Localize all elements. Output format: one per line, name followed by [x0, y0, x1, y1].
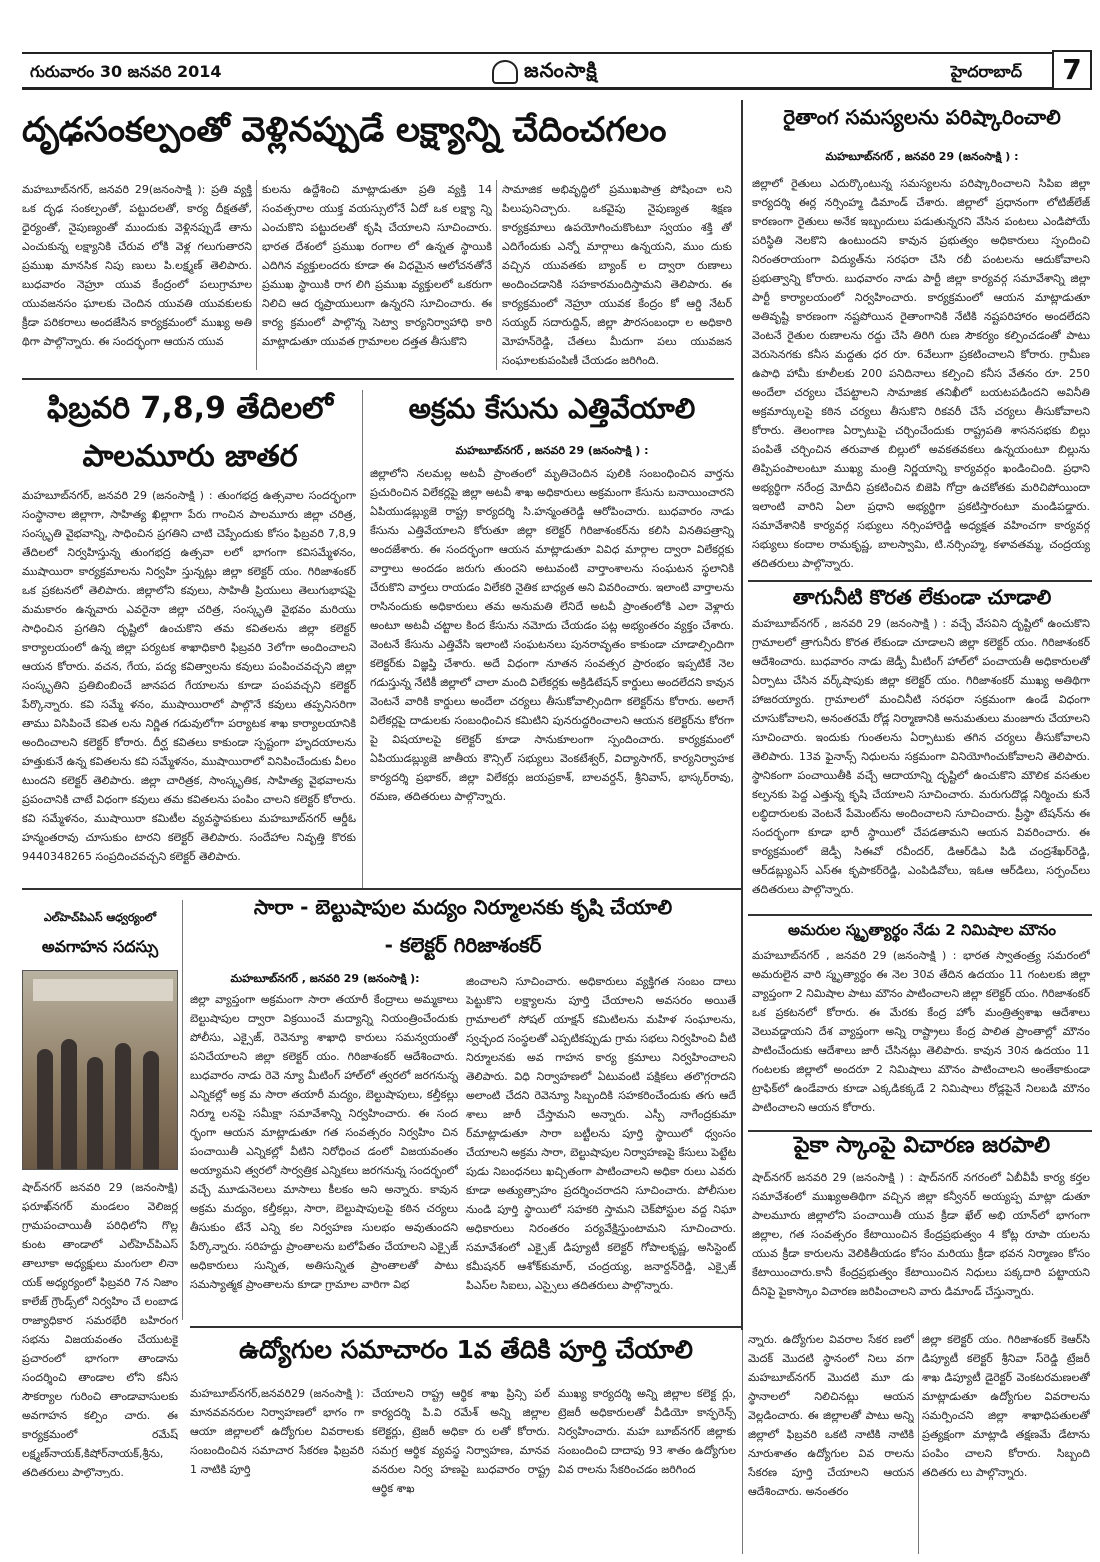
jatara-headline-line1: ఫిబ్రవరి 7,8,9 తేదిలలో [47, 391, 333, 426]
sara-article-col2: జించాలని సూచించారు. అధికారులు వ్యక్తిగత సంబం దాలు పెట్టుకొని లక్ష్యాలను పూర్తి చేయాలని అవసరం అయితే గ్రామాలలో సోషల్ యాక్షన్ కమిటిలను మహిళ సంఘాలను, స్వచ్ఛంద సంస్థలతో ఎప్పటికప్పుడు గ్రామ సభలు నిర్వహించి వీటి నిర్మూలనకు అవ గాహన కార్య క్రమాలు నిర్వహించాలని తెలిపారు. విధి నిర్వాహణలో ఏటువంటి పక్షికలు తలొగ్గరాదని అలాంటి చేదని రెవెన్యూ సిబ్బందికి సహకరించేందుకు తగు ఆదే శాలు జారీ చేస్తామని అన్నారు. ఎస్పీ నాగేంద్రకుమా ర్‌మాట్లాడుతూ సారా బట్టీలను పూర్తి స్థాయిలో ధ్వంసం చేయాలని అక్రమ సారా, బెల్టుషాపుల నిర్వాహణపై కేసులు పెట్టేట పుడు నిబంధనలు ఖచ్చితంగా పాటించాలని అధికా రులు ఎవరు కూడా అత్యుత్సాహం ప్రదర్శించరాదని సూచించారు. పోలీసుల నుండి పూర్తి స్థాయిలో సహకరి స్తామని చెక్‌పోస్టుల వద్ద నిఘా అధికారులు నిరంతరం పర్యవేక్షిస్తుంటామని సూచించారు. సమావేశంలో ఎక్సైజ్ డిప్యూటీ కలెక్టర్ గోపాలకృష్ణ, అసిస్టెంట్ కమీషనర్ ఆశోక్‌కుమార్, చంద్రయ్య, జనార్దన్‌రెడ్డి, ఎక్సైజ్ పిఎస్‌ల సిఐలు, ఎస్సైలు తదితరులు పాల్గొన్నారు. [466, 975, 736, 1292]
photo-figure [61, 1039, 77, 1169]
paika-headline: పైకా స్కాంపై విచారణ జరపాలి [793, 1133, 1051, 1158]
jatara-headline-line2: పాలమూరు జాతర [82, 439, 298, 474]
section-divider [748, 914, 1092, 916]
column-rule [918, 1330, 919, 1554]
photo-figure [87, 1057, 103, 1169]
avagahana-headline: అవగాహన సదస్సు [41, 937, 159, 956]
paika-article-body: షాద్‌నగర్ జనవరి 29 (జనంసాక్షి ) : షాద్‌నగర్ నగరంలో ఏబీవీపీ కార్య కర్తల సమావేశంలో ముఖ్యఅతిథిగా వచ్చిన జిల్లా కన్వీనర్ అయ్యప్ప మాట్లా డుతూ పాలమూరు జిల్లాలోని పంచాయితీ యువ క్రీడా ఖేల్ అభి యాన్‌లో భాగంగా జిల్లాల, గత సంవత్సరం కేటాయించిన కేంద్రప్రభుత్వం 4 కోట్ల రూపా యలను యువ క్రీడా కారులను వెలికితీయడం కోసం మరియు క్రీడా భవన నిర్మాణం కోసం కేటాయించారు.కానీ కేంద్రప్రభుత్వం కేటాయించిన నిధులు పక్కదారి పట్టాయని దీనిపై పైకాస్కాం విచారణ జరిపించాలని వారు డిమాండ్ చేస్తున్నారు. [752, 1171, 1090, 1298]
column-rule [362, 390, 363, 890]
event-photo [22, 970, 178, 1170]
akrama-article-body: జిల్లాలోని నలమల్ల అటవీ ప్రాంతంలో మృతిచెందిన పులికి సంబంధించిన వార్తను ప్రచురించిన విలేకర్లపై జిల్లా అటవీ శాఖ అధికారులు అక్రమంగా కేసును బనాయించారని ఏపియుడబ్ల్యుజె రాష్ట్ర కార్యదర్శి సి.హన్మంతరెడ్డి ఆరోపించారు. బుధవారం నాడు కేసును ఎత్తివేయాలని కోరుతూ జిల్లా కలెక్టర్ గిరిజాశంకర్‌ను కలిసి వినతిపత్రాన్ని అందజేశారు. ఈ సందర్భంగా ఆయన మాట్లాడుతూ వివిధ మార్గాల ద్వారా విలేకర్లకు వార్తాలు అందడం జరుగు తుందని అటువంటి వార్తాంశాలను సంఘటన స్థలానికి చేరుకొని వార్తలు రాయడం విలేకరి నైతిక బాధ్యత అని వివరించారు. ఇలాంటి వార్తాలను రాసినందుకు అధికారులు తమ అనుమతి లేనిదే అటవీ ప్రాంతంలోకి ఎలా వెళ్లారు అంటూ అటవీ చట్టాల కింద కేసును నమోదు చేయడం పట్ల అభ్యంతరం వ్యక్తం చేశారు. వెంటనే కేసును ఎత్తివేసి ఇలాంటి సంఘటనలు పునరావృతం కాకుండా చూడాల్సిందిగా కలెక్టర్‌కు విజ్ఞప్తి చేశారు. అదే విధంగా నూతన సంవత్సర ప్రారంభం ఇప్పటికే నెల గడుస్తున్న నేటికీ జిల్లాలో చాలా మంది విలేకర్లకు అక్రిడిటేషన్ కార్డులు అందలేదని కావున వెంటనే వారికి కార్డులు అందేలా చర్యలు తీసుకోవాల్సిందిగా కలెక్టర్‌ను కోరారు. అలాగే విలేకర్లపై దాడులకు సంబంధించిన కమిటిని పునరుద్దరించాలని ఆయన కలెక్టర్‌ను కోరగా పై విషయాలపై కలెక్టర్ కూడా సానుకూలంగా స్పందించారు. కార్యక్రమంలో ఏపియుడబ్ల్యుజె జాతీయ కౌన్సిల్ సభ్యులు వెంకటేశ్వర్, విద్యాసాగర్, కార్యనిర్వాహక కార్యదర్శి ప్రభాకర్, జిల్లా విలేకర్లు జయప్రకాశ్, బాలవర్దన్, శ్రీనివాస్, భాస్కర్‌రావు, రమణ, తదితరులు పాల్గొన్నారు. [370, 467, 734, 803]
photo-figure [143, 1051, 159, 1169]
column-divider [741, 100, 743, 1330]
sara-headline-line1: సారా - బెల్టుషాపుల మద్యం నిర్మూలనకు కృషి చేయాలి [253, 895, 673, 919]
section-divider [22, 378, 734, 380]
main-article-col2: కులను ఉద్దేశించి మాట్లాడుతూ ప్రతి వ్యక్తి 14 సంవత్సరాల యుక్త వయస్సులోనే ఏదో ఒక లక్ష్యా న్ని ఎంచుకొని పట్టుదలతో కృషి చేయాలని సూచించారు. భారత దేశంలో ప్రముఖ రంగాల లో ఉన్నత స్థాయికి ఎదిగిన వ్యక్తులందరు కూడా ఈ విధమైన ఆలోచనతోనే ప్రముఖ స్థాయికి రాగ లిగి ప్రముఖ వ్యక్తులలో ఒకరుగా నిలిచి ఆద ర్శప్రాయులుగా ఉన్నరని సూచించారు. ఈ కార్య క్రమంలో పాల్గొన్న సెట్వా కార్యనిర్వాహాధి కారి మాట్లాడుతూ యువత గ్రామాలల దత్తత తీసుకొని [262, 183, 492, 348]
taguneeti-headline: తాగునీటి కొరత లేకుండా చూడాలి [792, 585, 1052, 609]
amarula-headline: అమరుల స్మృత్యార్థం నేడు 2 నిమిషాల మౌనం [787, 921, 1057, 939]
udyogula-article-col5: జిల్లా కలెక్టర్ యం. గిరిజాశంకర్ కెఆర్‌సి డిప్యూటీ కలెక్టర్ శ్రీనివా స్‌రెడ్డి ట్రేజరీ శాఖ డిప్యూటీ డైరెక్టర్ వెంకటరమణలతో మాట్లాడుతూ ఉద్యోగుల వివరాలను సమర్పించని జిల్లా శాఖాధిపతులతో ప్రత్యక్షంగా మాట్లాడి తక్షణమే డేటాను పంపిం చాలని కోరారు. సిబ్బంది తదితరు లు పాల్గొన్నారు. [922, 1333, 1090, 1479]
edition-city: హైదరాబాద్ [950, 62, 1022, 81]
taguneeti-article-body: మహబూబ్‌నగర్ , జనవరి 29 (జనంసాక్షి ) : వచ్చే వేసవిని దృష్టిలో ఉంచుకొని గ్రామాలలో త్రాగునీరు కొరత లేకుండా చూడాలని జిల్లా కలెక్టర్ యం. గిరిజాశంకర్ ఆదేశించారు. బుధవారం నాడు జెడ్పీ మీటింగ్ హాల్‌లో పంచాయతీ అధికారులతో ఏర్పాటు చేసిన వర్క్‌షాపుకు జిల్లా కలెక్టర్ యం. గిరిజాశంకర్ ముఖ్య అతిథిగా హాజరయ్యారు. గ్రామాలలో మంచినీటి సరఫరా సక్రమంగా ఉండే విధంగా చూసుకోవాలని, అనంతరమే రోడ్ల నిర్మాణానికి అనుమతులు మంజూరు చేయాలని సూచించారు. ఇందుకు గుంతలను ఏర్పాటుకు తగిన చర్యలు తీసుకోవాలని తెలిపారు. 13వ ఫైనాన్స్ నిధులను సక్రమంగా వినియోగించుకోవాలని తెలిపారు. స్థానికంగా పంచాయితీకి వచ్చే ఆదాయాన్ని దృష్టిలో ఉంచుకొని మౌలిక వసతుల కల్పనకు పెద్ద ఎత్తున్న కృషి చేయాలని సూచించారు. మరుగుదొడ్ల నిర్మించు కునే లబ్ధిదారులకు వెంటనే పేమెంట్‌ను అందించాలని సూచించారు. ప్రీస్థా టేషన్‌ను ఈ సందర్భంగా కూడా భారీ స్థాయిలో చేపడతామని ఆయన వివరించారు. ఈ కార్యక్రమంలో జెడ్పీ సిఈవో రవీందర్, డిఆర్‌డిఎ పిడి చంద్రశేఖర్‌రెడ్డి, ఆర్‌డబ్ల్యుఎస్ ఎస్‌ఈ కృపాకర్‌రెడ్డి, ఎంపిడివోలు, ఇఓఆ ఆర్‌డిలు, సర్పంచ్‌లు తదితరులు పాల్గొన్నారు. [752, 617, 1090, 896]
main-article-col1: మహబూబ్‌నగర్, జనవరి 29(జనంసాక్షి ): ప్రతి వ్యక్తి ఒక దృఢ సంకల్పంతో, పట్టుదలతో, కార్య దీక్షతతో, ధైర్యంతో, నైపుణ్యంతో ముందుకు వెళ్లినప్పుడే తాను ఎంచుకున్న లక్ష్యానికి చేరువ లోకి వెళ్ల గలుగుతారని ప్రముఖ మానసిక నిపు ణులు పి.లక్ష్మణ్ తెలిపారు. బుధవారం నెహ్రూ యువ కేంద్రంలో పలుగ్రామాల యువజనసం ఘాలకు చెందిన యువతి యువకులకు క్రీడా పరికరాలు అందజేసిన కార్యక్రమంలో ముఖ్య అతి థిగా పాల్గొన్నారు. ఈ సందర్భంగా ఆయన యువ [22, 183, 252, 348]
newspaper-logo [492, 58, 598, 87]
udyogula-article-col4: న్నారు. ఉద్యోగుల వివరాల సేకర ణలో మెదక్ మొదటి స్థానంలో నిలు వగా మహబూబ్‌నగర్ మొదటి మూ డు స్థానాలలో నిలిచినట్లు ఆయన వెల్లడించారు. ఈ జిల్లాలతో పాటు అన్ని జిల్లాలో ఫిబ్రవరి ఒకటి నాటికి నాటికి నూరుశాతం ఉద్యోగుల వివ రాలను సేకరణ పూర్తి చేయాలని ఆయన ఆదేశించారు. అనంతరం [748, 1333, 914, 1498]
main-headline: దృఢసంకల్పంతో వెళ్లినప్పుడే లక్ష్యాన్ని చేదించగలం [22, 110, 667, 150]
raithanga-headline: రైతాంగ సమస్యలను పరిష్కారించాలి [783, 105, 1061, 129]
masthead [22, 52, 1092, 90]
avagahana-kicker: ఎల్‌హెచ్‌పిఎస్ ఆధ్వర్యంలో [43, 911, 157, 924]
photo-figure [115, 1043, 131, 1169]
sara-headline-line2: - కలెక్టర్ గిరిజాశంకర్ [384, 933, 542, 957]
udyogula-article-col1: మహబూబ్‌నగర్,జనవరి29 (జనంసాక్షి ): మానవవనరుల నిర్వాహణలో భాగం గా ఆయా జిల్లాలలో ఉద్యోగుల వివరాలకు సంబందించిన సమాచార సేకరణ ఫిబ్రవరి 1 నాటికి పూర్తి [190, 1387, 364, 1476]
logo-text: జనంసాక్షి [524, 58, 598, 82]
section-divider [748, 1130, 1092, 1132]
amarula-article-body: మహబూబ్‌నగర్ , జనవరి 29 (జనంసాక్షి ) : భారత స్వాతంత్ర్య సమరంలో అమరులైన వారి స్మృత్యార్థం ఈ నెల 30వ తేదిన ఉదయం 11 గంటలకు జిల్లా వ్యాప్తంగా 2 నిమిషాల పాటు మౌనం పాటించాలని జిల్లా కలెక్టర్ యం. గిరిజాశంకర్ ఒక ప్రకటనలో కోరారు. ఈ మేరకు కేంద్ర హోం మంత్రిత్వశాఖ ఆదేశాలు వెలువడ్డాయని దేశ వ్యాప్తంగా అన్ని రాష్ట్రాలు కేంద్ర పాలిత ప్రాంతాల్లో మౌనం పాటించేందుకు ఆదేశాలు జారీ చేసినట్లు తెలిపారు. కావున 30న ఉదయం 11 గంటలకు జిల్లాలో అందరూ 2 నిమిషాలు మౌనం పాటించాలని అంతేకాకుండా ట్రాఫిక్‌లో ఉండేవారు కూడా ఎక్కడికక్కడే 2 నిమిషాలు రోడ్లపైనే నిలబడి మౌనం పాటించాలని ఆయన కోరారు. [752, 949, 1090, 1114]
akrama-headline: అక్రమ కేసును ఎత్తివేయాలి [408, 392, 696, 425]
column-rule [496, 180, 497, 370]
column-rule [742, 1330, 743, 1554]
main-article-col3: సామాజిక అభివృద్ధిలో ప్రముఖపాత్ర పోషించా లని పిలుపునిచ్చారు. ఒకవైపు నైపుణ్యత శిక్షణ కార్యక్రమాలు ఉపయోగించుకొంటూ స్వయం శక్తి తో ఎదిగేందుకు ఎన్నో మార్గాలు ఉన్నయని, ముం దుకు వచ్చిన యువతకు బ్యాంక్ ల ద్వారా రుణాలు అందించడానికి సహకారమందిస్తామని తెలిపారు. ఈ కార్యక్రమంలో నెహ్రూ యువక కేంద్రం కో ఆర్డి నేటర్ సయ్యద్ సదారుద్దిన్, జిల్లా పౌరసంబంధా ల అధికారి మోహన్‌రెడ్డి, చేతలు మీదుగా పలు యువజన సంఘాలకుపంపిణీ చేయడం జరిగింది. [502, 183, 732, 367]
section-divider [22, 888, 742, 890]
akrama-dateline: మహబూబ్‌నగర్ , జనవరి 29 (జనంసాక్షి ) : [455, 444, 649, 457]
raithanga-dateline: మహబూబ్‌నగర్ , జనవరి 29 (జనంసాక్షి ) : [825, 150, 1019, 163]
jatara-article-body: మహబూబ్‌నగర్, జనవరి 29 (జనంసాక్షి ) : తుంగభద్ర ఉత్సవాల సందర్భంగా సంస్థానాల జిల్లాగా, సాహిత్య ఖిల్లాగా పేరు గాంచిన పాలమూరు జిల్లా చరిత్ర, సంస్కృతి వైభవాన్ని, సాధించిన ప్రగతిని చాటి చెప్పేందుకు కోసం ఫిబ్రవరి 7,8,9 తేదిలలో నిర్వహిస్తున్న తుంగభద్ర ఉత్సవా లలో భాగంగా కవిసమ్మేళనం, ముషాయిరా కార్యక్రమాలను నిర్వహి స్తున్నట్లు జిల్లా కలెక్టర్ యం. గిరిజాశంకర్ ఒక ప్రకటనలో తెలిపారు. జిల్లాలోని కవులు, సాహితీ ప్రియులు తెలుగుభాషపై మమకారం ఉన్నవారు ఎవరైనా జిల్లా చరిత్ర, సంస్కృతి వైభవం మరియు సాధించిన ప్రగతిని దృష్టిలో ఉంచుకొని తమ కవితలను జిల్లా కలెక్టర్ కార్యాలయంలో ఉన్న జిల్లా పర్యటక శాఖాధికారి ఫిబ్రవరి 3లోగా అందించాలని ఆయన కోరారు. వచన, గేయ, పద్య కవిత్వాలను కవులు పంపించవచ్చని జిల్లా సంస్కృతిని ప్రతిబింబించే జానపద గేయాలను కూడా పంపవచ్చని కలెక్టర్ పేర్కొన్నారు. కవి సమ్మే ళనం, ముషాయిరాలో పాల్గొనే కవులు తప్పనిసరిగా తాము విసిపించే కవిత లను నిర్ణిత గడువులోగా పర్యాటక శాఖ కార్యాలయానికి అందించాలని కలెక్టర్ కోరారు. దీర్ఘ కవితలు కాకుండా స్పష్టంగా హృదయాలను హత్తుకునే ఉన్న కవితలను కవి సమ్మేళనం, ముషాయిరాలో వినిపించేందుకు వీలం టుందని కలెక్టర్ తెలిపారు. జిల్లా చారిత్రక, సాంస్కృతిక, సాహిత్య వైభవాలను ప్రపంచానికి చాటే విధంగా కవులు తమ కవితలను పంపిం చాలని కలెక్టర్ కోరారు. కవి సమ్మేళనం, ముషాయిరా కమిటీల వ్యవస్థాపకులు మహబూబ్‌నగర్ ఆర్డీఓ హన్మంతరావు చూసుకుం టారని కలెక్టర్ తెలిపారు. సందేహాల నివృత్తి కొరకు 9440348265 సంప్రదించవచ్చని కలెక్టర్ తెలిపారు. [22, 489, 356, 863]
issue-date: గురువారం 30 జనవరి 2014 [30, 62, 222, 81]
photo-figure [37, 1049, 53, 1169]
logo-emblem-icon [492, 60, 518, 84]
section-divider [190, 1326, 742, 1328]
udyogula-headline: ఉద్యోగుల సమాచారం 1వ తేదికి పూర్తి చేయాలి [238, 1335, 693, 1364]
section-divider [748, 580, 1092, 582]
photo-banner [33, 979, 173, 1001]
page-number: 7 [1052, 50, 1092, 90]
raithanga-article-body: జిల్లాలో రైతులు ఎదుర్కొంటున్న సమస్యలను పరిష్కారించాలని సిపిఐ జిల్లా కార్యదర్శి ఈర్ల నర్సింహ్మ డిమాండ్ చేశారు. జిల్లాలో ప్రధానంగా లోటిజ్‌లేజ్ కారణంగా రైతులు అనేక ఇబ్బందులు పడుతున్నరని వేసిన పంటలు ఎండిపోయే పరిస్థితి నెలకొని ఉంటుందని కావున ప్రభుత్వం అధికారులు స్పందించి నిరంతరాయంగా విద్యుత్‌ను సరఫరా చేసి రబీ పంటలను ఆదుకోవాలని ప్రభుత్వాన్ని కోరారు. బుధవారం నాడు పార్టీ జిల్లా కార్యవర్గ సమావేశాన్ని జిల్లా పార్టీ కార్యాలయంలో నిర్వహించారు. కార్యక్రమంలో ఆయన మాట్లాడుతూ అతివృష్టి కారణంగా నష్టపోయిన రైతాంగానికి నేటికి నష్టపరిహారం అందలేదని వెంటనే రైతుల రుణాలను రద్దు చేసి తిరిగి రుణ సౌకర్యం కల్పించడంతో పాటు వెరుసెనగకు కనీస మద్దతు ధర రూ. 6వేలుగా ప్రకటించాలని కోరారు. గ్రామీణ ఉపాధి హామీ కూలీలకు 200 పనిదినాలు కల్పించి కనీస వేతనం రూ. 250 అందేలా చర్యలు చేపట్టాలని సామాజిక తనిఖీలో బయటపడిందని అవినీతి అక్రమార్కులపై కఠిన చర్యలు తీసుకొని రికవరీ చేసే చర్యలు తీసుకోవాలని కోరారు. తెలంగాణ ఏర్పాటుపై చర్చించేందుకు రాష్ట్రపతి శాసనసభకు బిల్లు పంపితే చర్చించిన తరువాత బిల్లులో అవకతవకలు ఉన్నయంటూ బిల్లును తిప్పిపంపాలంటూ ముఖ్య మంత్రి నిర్ణయాన్ని కార్యవర్గం ఖండించింది. ప్రధాని అభ్యర్థిగా నరేంద్ర మోదీని ప్రకటించిన బిజెపి గోద్రా ఉచకోతకు మరిచిపోయిందా ఇలాంటి వారిని ఏలా ప్రధాని అభ్యర్థిగా ప్రకటిస్తారంటూ మండిపడ్డారు. సమావేశానికి కార్యవర్గ సభ్యులు నర్సింహారెడ్డి అధ్యక్షత వహించగా కార్యవర్గ సభ్యులు కందాల రామకృష్ణ, బాలస్వామి, టి.నర్సింహ్మ, కళావతమ్మ, చంద్రయ్య తదితరులు పాల్గొన్నారు. [752, 177, 1090, 570]
column-rule [182, 900, 183, 1320]
udyogula-article-col2: చేయాలని రాష్ట్ర ఆర్థిక శాఖ ప్రిన్సి పల్ కార్యదర్శి పి.వి రమేశ్ అన్ని జిల్లాల కలెక్టర్లు, ట్రెజరీ అధికా రు లతో కోరారు. సమగ్ర ఆర్థిక వ్యవస్థ నిర్వాహణ, మానవ వనరుల నిర్వ హణపై బుధవారం రాష్ట్ర ఆర్థిక శాఖ [372, 1387, 550, 1495]
column-rule [256, 180, 257, 370]
sara-dateline: మహబూబ్‌నగర్ , జనవరి 29 (జనంసాక్షి ): [230, 972, 420, 985]
avagahana-article-body: షాద్‌నగర్ జనవరి 29 (జనంసాక్షి) ఫరూఖ్‌నగర్ మండలం వెలిజర్ల గ్రామపంచాయితీ పరిధిలోని గొల్ల కుంట తాండాలో ఎల్‌హెచ్‌పిఎస్ తాలూకా అధ్యక్షులు మంగులా లినా యక్ అధ్యర్యంలో ఫిబ్రవరి 7న నిజాం కాలేజ్ గ్రౌండ్స్‌లో నిర్వహిం చే లంబాడ రాజ్యాధికార సమరభేరి బహిరంగ సభను విజయవంతం చేయుటకై ప్రచారంలో భాగంగా తాండాను సందర్శించి తాండాల లోని కనీస సౌకర్యాల గురించి తాండావాసులకు అవగాహన కల్పిం చారు. ఈ కార్యక్రమంలో రమేష్ లక్ష్మణ్‌నాయక్,కిషోర్‌నాయక్,శ్రీను, తదితరులు పాల్గొన్నారు. [22, 1181, 178, 1478]
sara-article-col1: జిల్లా వ్యాప్తంగా అక్రమంగా సారా తయారీ కేంద్రాలు అమ్మకాలు బెల్టుషాపుల ద్వారా విక్రయించే మద్యాన్ని నియంత్రించేందుకు పోలీసు, ఎక్సైజ్, రెవెన్యూ శాఖాధి కారులు సమన్వయంతో పనిచేయాలని జిల్లా కలెక్టర్ యం. గిరిజాశంకర్ ఆదేశించారు. బుధవారం నాడు రెవె న్యూ మీటింగ్ హాల్‌లో త్వరలో జరగనున్న ఎన్నికల్లో అక్ర మ సారా తయారీ మద్యం, బెల్టుషాపులు, కల్తీకల్లు నిర్మూ లనపై సమీక్షా సమావేశాన్ని నిర్వహించారు. ఈ సంద ర్భంగా ఆయన మాట్లాడుతూ గత సంవత్సరం నిర్వహిం చిన పంచాయితీ ఎన్నికల్లో వీటిని నిరోధించ డంలో విజయవంతం అయ్యామని త్వరలో సార్వత్రిక ఎన్నికలు జరగనున్న సందర్భంలో వచ్చే మూడునెలలు మాసాలు కీలకం అని అన్నారు. కావున అక్రమ మద్యం, కల్తీకల్లు, సారా, బెల్టుషాపులపై కఠిన చర్యలు తీసుకుం టేనే ఎన్ని కల నిర్వహణ సులభం అవుతుందని పేర్కొన్నారు. సరిహద్దు ప్రాంతాలను బలోపేతం చేయాలని ఎక్సైజ్ అధికారులు సున్నిత, అతిసున్నిత ప్రాంతాలతో పాటు సమస్యాత్మక ప్రాంతాలను కూడా గ్రామాల వారిగా విభ [190, 993, 458, 1291]
udyogula-article-col3: ముఖ్య కార్యదర్శి అన్ని జిల్లాల కలెక్ట ర్లు, ట్రెజరీ అధికారులతో వీడియో కాన్ఫరెన్స్ నిర్వహించారు. మహ బూబ్‌నగర్ జిల్లాకు సంబందించి దాదాపు 93 శాతం ఉద్యోగుల వివ రాలను సేకరించడం జరిగింద [558, 1387, 736, 1476]
